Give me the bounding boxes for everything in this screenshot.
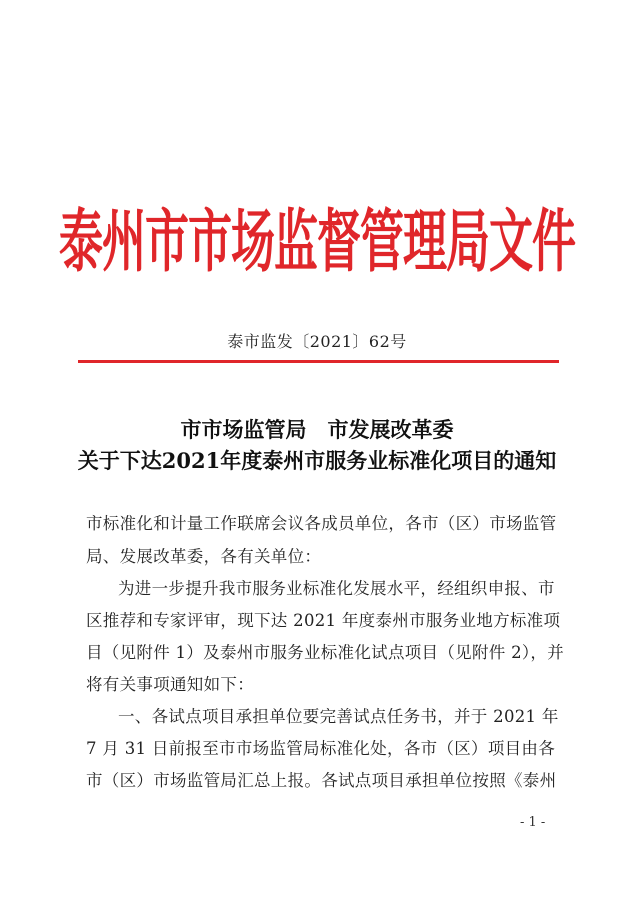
body-line: 一、各试点项目承担单位要完善试点任务书，并于 2021 年: [118, 707, 559, 726]
red-divider-line: [78, 360, 559, 363]
body-line: 目（见附件 1）及泰州市服务业标准化试点项目（见附件 2），并: [86, 643, 565, 662]
notice-title-line-1: 市市场监管局 市发展改革委: [180, 417, 454, 442]
body-line: 将有关事项通知如下：: [86, 675, 254, 694]
body-line: 市（区）市场监管局汇总上报。各试点项目承担单位按照《泰州: [86, 771, 557, 790]
body-line: 局、发展改革委，各有关单位：: [86, 547, 322, 566]
notice-title-line-2: 关于下达2021年度泰州市服务业标准化项目的通知: [77, 448, 557, 473]
document-number: 泰市监发〔2021〕62号: [227, 332, 407, 351]
body-line: 市标准化和计量工作联席会议各成员单位，各市（区）市场监管: [86, 514, 557, 533]
body-line: 为进一步提升我市服务业标准化发展水平，经组织申报、市: [118, 579, 555, 598]
body-line: 7 月 31 日前报至市市场监管局标准化处，各市（区）项目由各: [86, 739, 556, 758]
page-number: - 1 -: [520, 815, 546, 830]
body-line: 区推荐和专家评审，现下达 2021 年度泰州市服务业地方标准项: [86, 611, 561, 630]
issuer-title: 泰州市市场监督管理局文件: [59, 203, 575, 283]
